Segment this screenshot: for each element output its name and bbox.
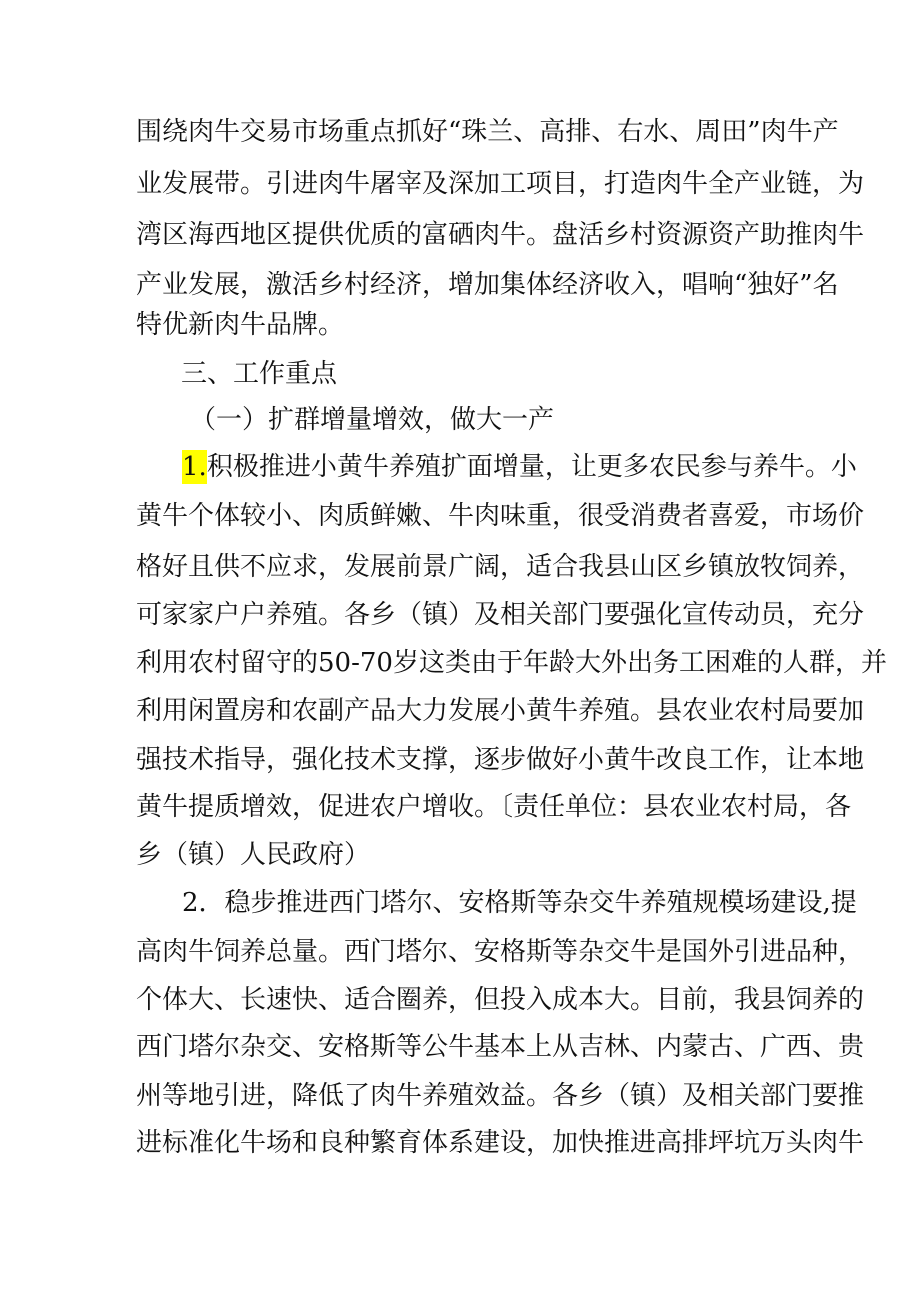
text-line: 乡（镇）人民政府）	[136, 840, 371, 870]
paragraph-first-line	[182, 452, 857, 482]
text-line: 围绕肉牛交易市场重点抓好“珠兰、高排、右水、周田”肉牛产	[136, 117, 839, 147]
highlighted-item-number: 1.	[182, 452, 207, 482]
text-line: 积极推进小黄牛养殖扩面增量，让更多农民参与养牛。小	[206, 452, 857, 482]
text-line: 西门塔尔杂交、安格斯等公牛基本上从吉林、内蒙古、广西、贵	[136, 1032, 865, 1062]
text-line: 黄牛提质增效，促进农户增收。〔责任单位：县农业农村局，各	[136, 792, 852, 822]
text-line: 利用农村留守的50-70岁这类由于年龄大外出务工困难的人群，并	[136, 648, 887, 678]
text-line: 进标准化牛场和良种繁育体系建设，加快推进高排坪坑万头肉牛	[136, 1128, 865, 1158]
text-line: 利用闲置房和农副产品大力发展小黄牛养殖。县农业农村局要加	[136, 696, 865, 726]
text-line: 2．稳步推进西门塔尔、安格斯等杂交牛养殖规模场建设,提	[182, 888, 857, 918]
text-line: 特优新肉牛品牌。	[136, 310, 345, 340]
text-line: 个体大、长速快、适合圈养，但投入成本大。目前，我县饲养的	[136, 985, 865, 1015]
section-heading: 三、工作重点	[181, 359, 338, 389]
text-line: 业发展带。引进肉牛屠宰及深加工项目，打造肉牛全产业链，为	[136, 169, 865, 199]
text-line: 高肉牛饲养总量。西门塔尔、安格斯等杂交牛是国外引进品种，	[136, 937, 865, 967]
subsection-heading: （一）扩群增量增效，做大一产	[190, 405, 555, 435]
text-line: 州等地引进，降低了肉牛养殖效益。各乡（镇）及相关部门要推	[136, 1081, 865, 1111]
text-line: 格好且供不应求，发展前景广阔，适合我县山区乡镇放牧饲养，	[136, 552, 865, 582]
text-line: 湾区海西地区提供优质的富硒肉牛。盘活乡村资源资产助推肉牛	[136, 220, 865, 250]
text-line: 可家家户户养殖。各乡（镇）及相关部门要强化宣传动员，充分	[136, 600, 865, 630]
text-line: 黄牛个体较小、肉质鲜嫩、牛肉味重，很受消费者喜爱，市场价	[136, 501, 865, 531]
text-line: 强技术指导，强化技术支撑，逐步做好小黄牛改良工作，让本地	[136, 745, 865, 775]
text-line: 产业发展，激活乡村经济，增加集体经济收入，唱响“独好”名	[136, 270, 839, 300]
